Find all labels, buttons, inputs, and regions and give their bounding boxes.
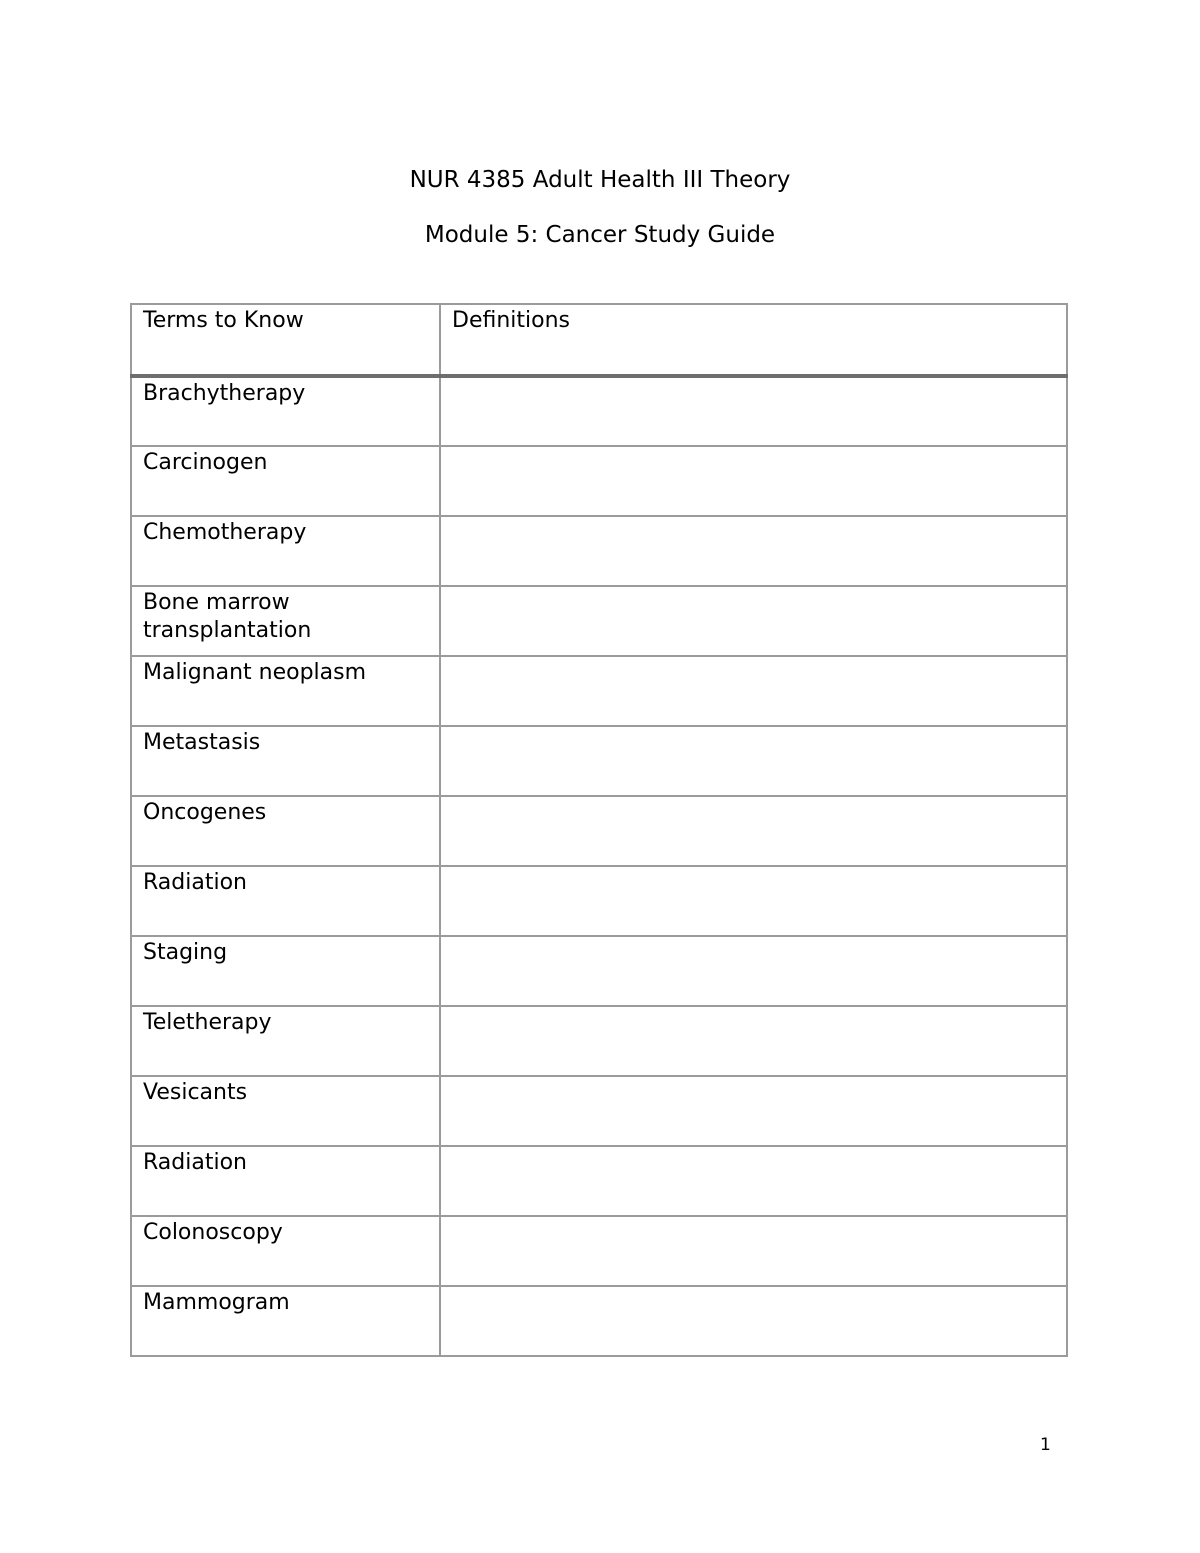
header-definitions: Definitions xyxy=(440,304,1067,376)
table-row xyxy=(131,936,1067,1006)
definition-cell[interactable] xyxy=(440,586,1067,656)
table-row xyxy=(131,1076,1067,1146)
study-guide-table xyxy=(130,303,1068,1357)
term-cell: Mammogram xyxy=(131,1286,440,1356)
term-cell: Teletherapy xyxy=(131,1006,440,1076)
table-row xyxy=(131,656,1067,726)
definition-cell[interactable] xyxy=(440,1006,1067,1076)
term-cell: Colonoscopy xyxy=(131,1216,440,1286)
table-row xyxy=(131,1006,1067,1076)
definition-cell[interactable] xyxy=(440,1146,1067,1216)
term-cell: Radiation xyxy=(131,1146,440,1216)
term-cell: Radiation xyxy=(131,866,440,936)
term-cell: Malignant neoplasm xyxy=(131,656,440,726)
table-row xyxy=(131,516,1067,586)
document-subtitle: Module 5: Cancer Study Guide xyxy=(424,222,776,248)
table-header-row xyxy=(131,304,1067,376)
definition-cell[interactable] xyxy=(440,1076,1067,1146)
header-terms: Terms to Know xyxy=(131,304,440,376)
table-row xyxy=(131,1146,1067,1216)
definition-cell[interactable] xyxy=(440,796,1067,866)
term-cell: Chemotherapy xyxy=(131,516,440,586)
table-row xyxy=(131,586,1067,656)
definition-cell[interactable] xyxy=(440,726,1067,796)
table-row xyxy=(131,446,1067,516)
document-title: NUR 4385 Adult Health III Theory xyxy=(409,167,791,193)
definition-cell[interactable] xyxy=(440,446,1067,516)
definition-cell[interactable] xyxy=(440,1286,1067,1356)
term-cell: Vesicants xyxy=(131,1076,440,1146)
term-cell: Oncogenes xyxy=(131,796,440,866)
definition-cell[interactable] xyxy=(440,516,1067,586)
term-cell: Brachytherapy xyxy=(131,376,440,446)
definition-cell[interactable] xyxy=(440,1216,1067,1286)
term-cell: Carcinogen xyxy=(131,446,440,516)
definition-cell[interactable] xyxy=(440,936,1067,1006)
table-row xyxy=(131,376,1067,446)
definition-cell[interactable] xyxy=(440,376,1067,446)
term-cell: Staging xyxy=(131,936,440,1006)
definition-cell[interactable] xyxy=(440,656,1067,726)
definition-cell[interactable] xyxy=(440,866,1067,936)
page-number: 1 xyxy=(1040,1435,1051,1455)
table-row xyxy=(131,726,1067,796)
table-row xyxy=(131,1286,1067,1356)
term-cell: Metastasis xyxy=(131,726,440,796)
term-cell: Bone marrow transplantation xyxy=(131,586,440,656)
table-row xyxy=(131,796,1067,866)
table-row xyxy=(131,1216,1067,1286)
table-row xyxy=(131,866,1067,936)
